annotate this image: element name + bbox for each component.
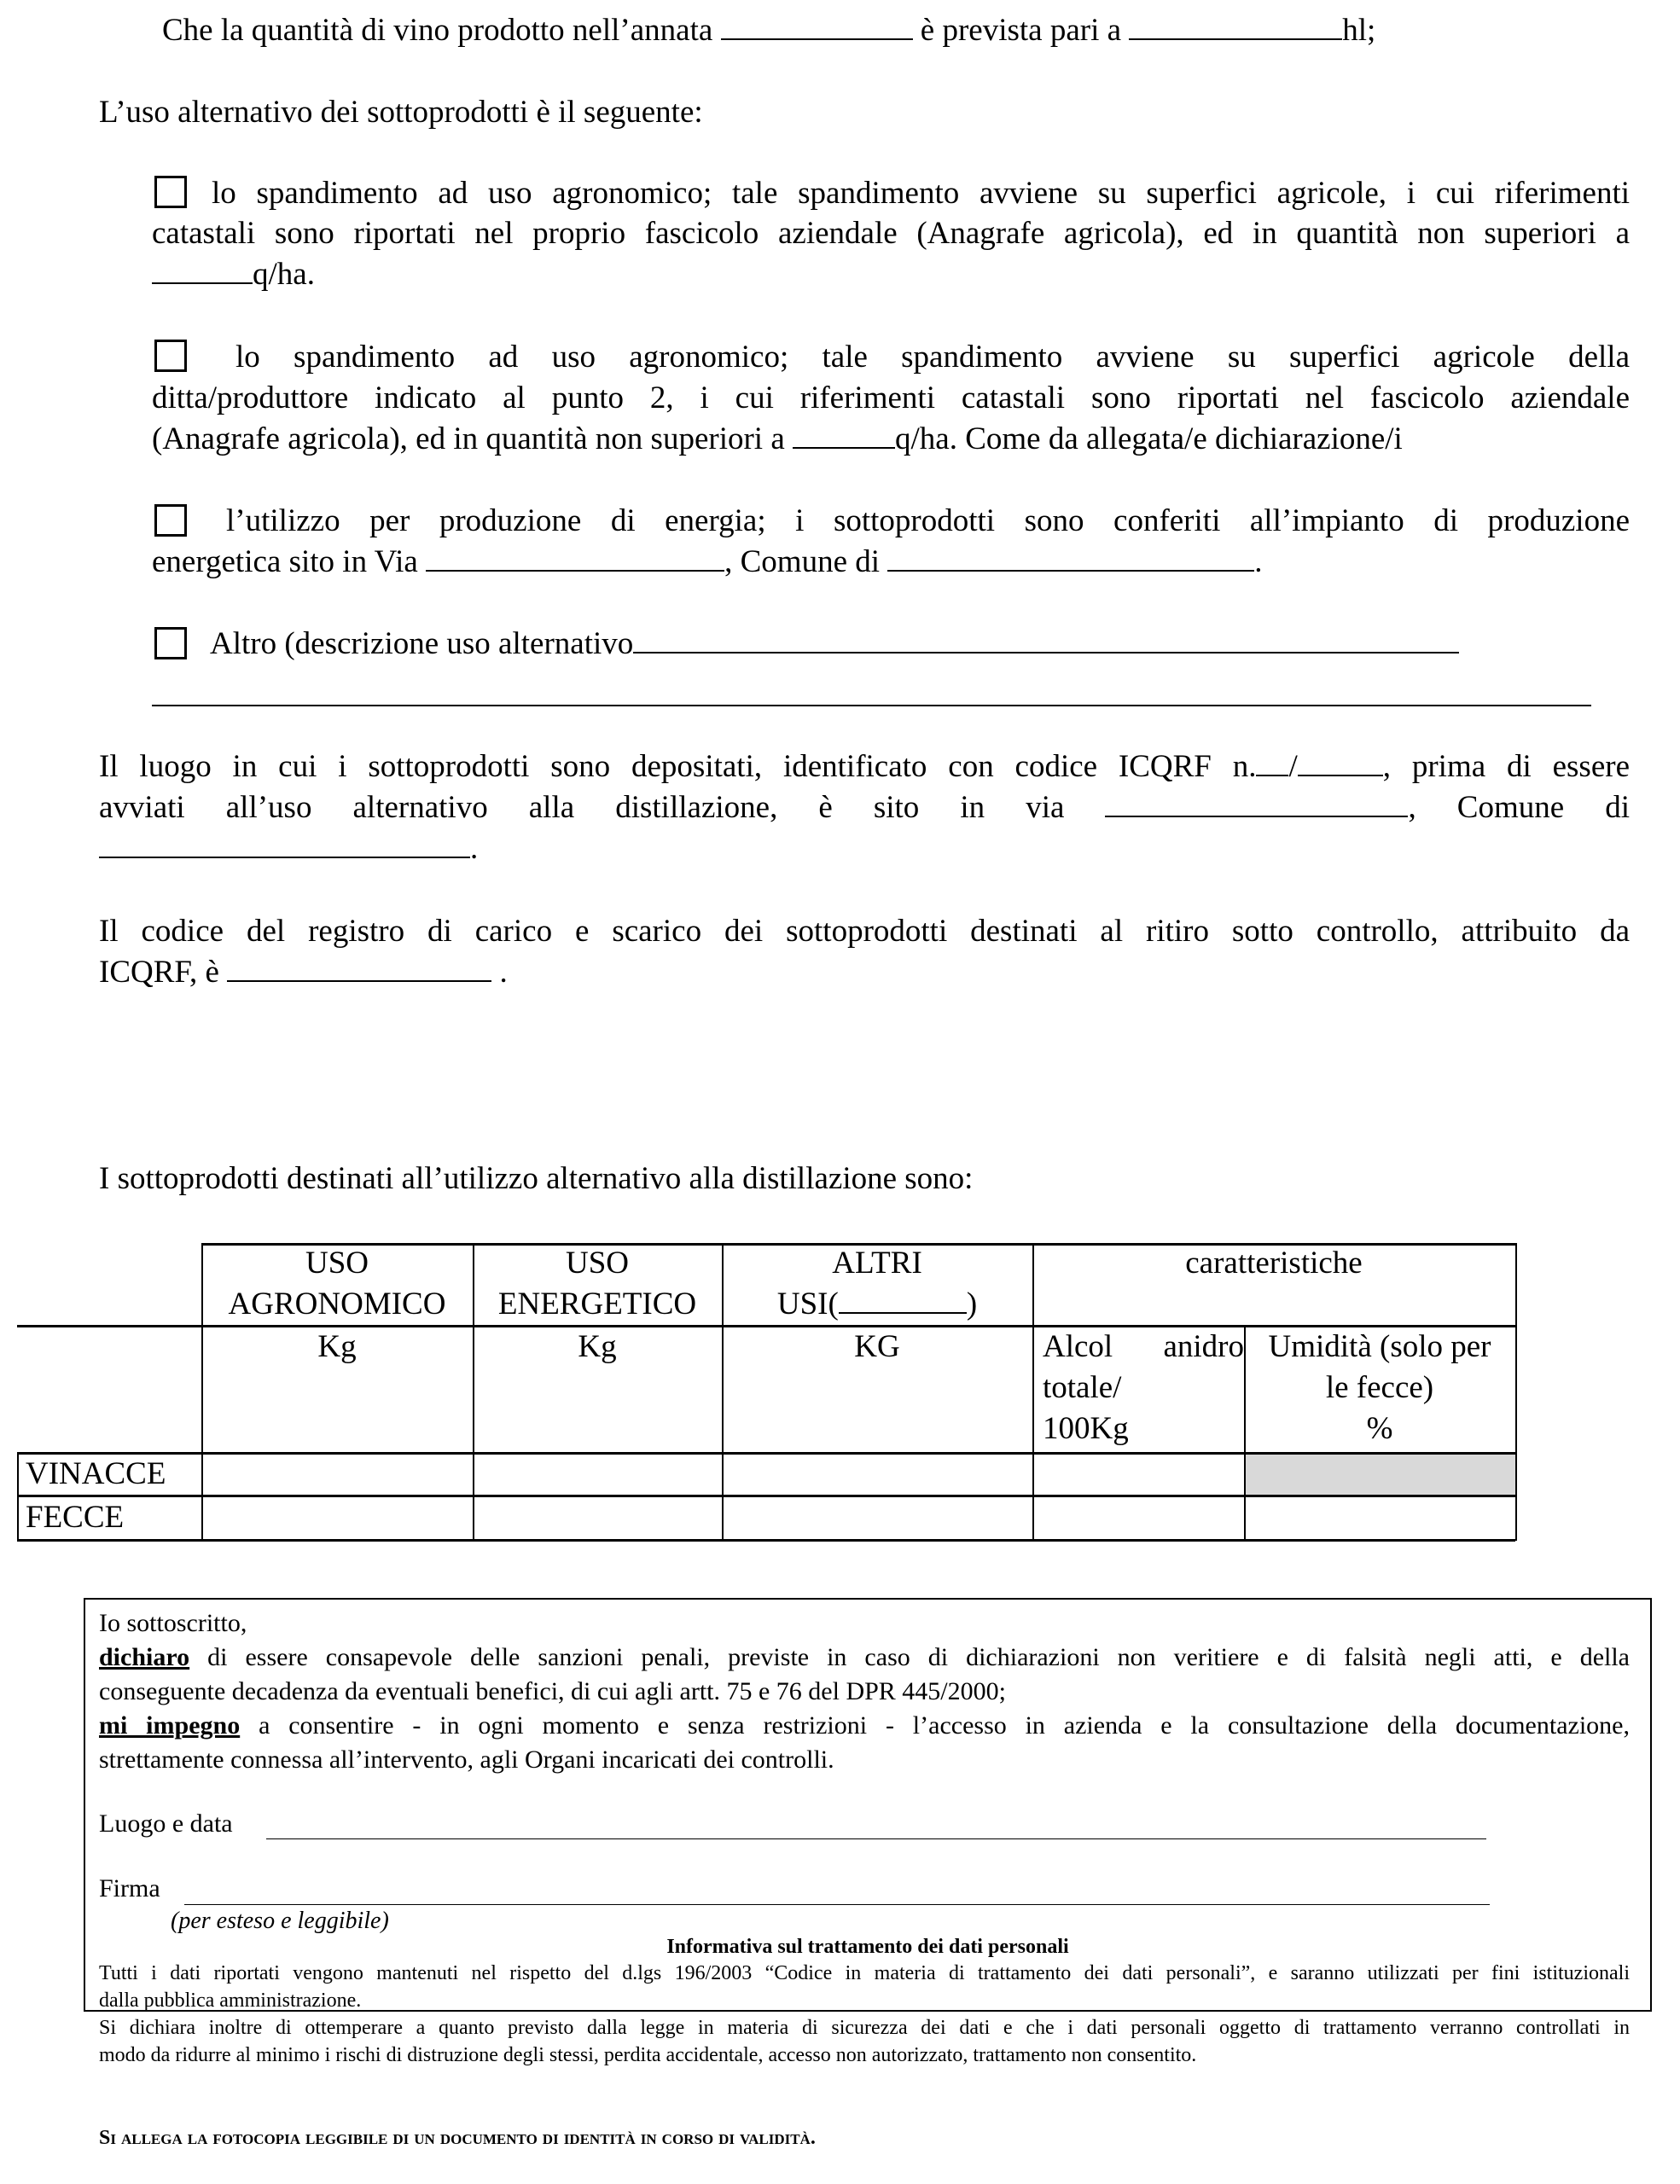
option-agronomic-own-checkbox[interactable] bbox=[154, 176, 187, 208]
option-2-line-3-suffix: q/ha. Come da allegata/e dichiarazione/i bbox=[895, 421, 1403, 456]
option-4-label: Altro (descrizione uso alternativo bbox=[210, 626, 634, 661]
register-code-field[interactable] bbox=[227, 979, 491, 982]
option-agronomic-producer-checkbox[interactable] bbox=[154, 340, 187, 372]
privacy-title: Informativa sul trattamento dei dati personali bbox=[666, 1936, 1069, 1958]
register-period: . bbox=[499, 955, 508, 990]
storage-line-2-suffix: , Comune di bbox=[1408, 790, 1630, 825]
storage-period: . bbox=[470, 831, 479, 866]
option-3-comune-label: , Comune di bbox=[724, 544, 881, 579]
unit-text: Umidità (solo per bbox=[1268, 1329, 1491, 1364]
fecce-umidita-cell[interactable] bbox=[1246, 1498, 1514, 1537]
dichiaro-text: di essere consapevole delle sanzioni penali, previste in caso di dichiarazioni non veritiere e di falsità negli atti, e della bbox=[189, 1643, 1630, 1671]
option-2-qha-field[interactable] bbox=[793, 446, 895, 449]
table-left-border bbox=[17, 1452, 19, 1541]
other-use-description-line-2[interactable] bbox=[152, 705, 1591, 706]
wine-quantity-middle: è prevista pari a bbox=[920, 13, 1122, 48]
icqrf-slash: / bbox=[1288, 749, 1298, 784]
option-1-line-3 bbox=[152, 254, 315, 295]
table-intro: I sottoprodotti destinati all’utilizzo alternativo alla distillazione sono: bbox=[99, 1161, 974, 1196]
storage-line-2-prefix: avviati all’uso alternativo alla distillazione, è sito in via bbox=[99, 790, 1065, 825]
wine-quantity-suffix: hl; bbox=[1342, 13, 1376, 48]
header-text: USO bbox=[305, 1246, 369, 1281]
fecce-agronomico-cell[interactable] bbox=[203, 1498, 471, 1537]
storage-line-1-prefix: Il luogo in cui i sottoprodotti sono depositati, identificato con codice ICQRF n. bbox=[99, 749, 1257, 784]
table-col-line bbox=[1032, 1243, 1034, 1541]
table-row-divider bbox=[17, 1495, 1515, 1497]
option-2-line-3-prefix: (Anagrafe agricola), ed in quantità non superiori a bbox=[152, 421, 785, 456]
impegno-text: a consentire - in ogni momento e senza restrizioni - l’accesso in azienda e la consultazione della documentazione, bbox=[240, 1711, 1630, 1740]
dichiaro-line-2: conseguente decadenza da eventuali benefici, di cui agli artt. 75 e 76 del DPR 445/2000; bbox=[99, 1677, 1006, 1705]
option-2-line-3 bbox=[152, 419, 1403, 460]
header-altri-usi bbox=[722, 1243, 1032, 1325]
row-label-fecce: FECCE bbox=[26, 1500, 125, 1535]
vintage-year-field[interactable] bbox=[721, 38, 913, 40]
wine-quantity-prefix: Che la quantità di vino prodotto nell’annata bbox=[162, 13, 713, 48]
privacy-line-3: Si dichiara inoltre di ottemperare a quanto previsto dalla legge in materia di sicurezza dei dati e che i dati personali oggetto di trattamento verranno controllati in bbox=[99, 2017, 1630, 2039]
row-label-vinacce: VINACCE bbox=[26, 1456, 166, 1491]
unit-text: Alcol anidro bbox=[1043, 1329, 1244, 1364]
storage-street-field[interactable] bbox=[1105, 815, 1408, 817]
table-bottom-border bbox=[17, 1539, 1515, 1542]
storage-line-3 bbox=[99, 828, 478, 869]
option-3-via-label: energetica sito in Via bbox=[152, 544, 418, 579]
icqrf-code-part-1-field[interactable] bbox=[1256, 774, 1288, 776]
vinacce-agronomico-cell[interactable] bbox=[203, 1455, 471, 1494]
option-other-checkbox[interactable] bbox=[154, 627, 187, 659]
header-uso-agronomico bbox=[201, 1243, 473, 1325]
storage-line-1-suffix: , prima di essere bbox=[1382, 749, 1630, 784]
icqrf-code-part-2-field[interactable] bbox=[1298, 774, 1383, 776]
option-energy-checkbox[interactable] bbox=[154, 504, 187, 537]
option-1-qha-field[interactable] bbox=[152, 282, 253, 284]
place-date-label: Luogo e data bbox=[99, 1809, 233, 1838]
table-right-border bbox=[1515, 1243, 1517, 1541]
storage-line-1 bbox=[99, 746, 1630, 787]
identity-document-note: Si allega la fotocopia leggibile di un documento di identità in corso di validità. bbox=[99, 2127, 816, 2149]
option-3-line-1: l’utilizzo per produzione di energia; i sottoprodotti sono conferiti all’impianto di produzione bbox=[226, 503, 1630, 538]
register-line-2-prefix: ICQRF, è bbox=[99, 955, 219, 990]
register-line-2 bbox=[99, 952, 508, 993]
alternative-use-heading: L’uso alternativo dei sottoprodotti è il seguente: bbox=[99, 95, 703, 130]
unit-alcol bbox=[1043, 1327, 1244, 1449]
option-2-line-1: lo spandimento ad uso agronomico; tale spandimento avviene su superfici agricole della bbox=[235, 340, 1630, 375]
unit-altri: KG bbox=[854, 1329, 900, 1364]
unit-text: 100Kg bbox=[1043, 1411, 1129, 1446]
dichiaro-bold: dichiaro bbox=[99, 1643, 190, 1671]
fecce-energetico-cell[interactable] bbox=[474, 1498, 720, 1537]
signature-note: (per esteso e leggibile) bbox=[171, 1908, 389, 1934]
impegno-line-1 bbox=[99, 1709, 1630, 1743]
privacy-line-4: modo da ridurre al minimo i rischi di distruzione degli stessi, perdita accidentale, accesso non autorizzato, trattamento non consentito. bbox=[99, 2044, 1197, 2066]
header-text: ENERGETICO bbox=[497, 1287, 697, 1321]
unit-agronomico: Kg bbox=[317, 1329, 357, 1364]
option-4-line-1 bbox=[210, 624, 1459, 665]
option-1-unit: q/ha. bbox=[253, 257, 315, 292]
privacy-line-1: Tutti i dati riportati vengono mantenuti nel rispetto del d.lgs 196/2003 “Codice in materia di trattamento dei dati personali”, e saranno utilizzati per fini istituzionali bbox=[99, 1962, 1630, 1984]
vinacce-umidita-shaded-cell bbox=[1244, 1454, 1515, 1495]
option-3-line-2 bbox=[152, 542, 1263, 583]
vinacce-energetico-cell[interactable] bbox=[474, 1455, 720, 1494]
unit-text: totale/ bbox=[1043, 1370, 1122, 1405]
altri-usi-field[interactable] bbox=[839, 1311, 967, 1314]
option-3-period: . bbox=[1254, 544, 1263, 579]
header-text: USI( bbox=[776, 1287, 839, 1321]
header-text: ALTRI bbox=[832, 1246, 922, 1281]
header-text: ) bbox=[966, 1287, 978, 1321]
unit-umidita bbox=[1244, 1327, 1515, 1449]
signature-label: Firma bbox=[99, 1874, 160, 1902]
option-1-line-2: catastali sono riportati nel proprio fascicolo aziendale (Anagrafe agricola), ed in quantità non superiori a bbox=[152, 216, 1630, 251]
wine-hl-field[interactable] bbox=[1129, 38, 1342, 40]
register-line-1: Il codice del registro di carico e scarico dei sottoprodotti destinati al ritiro sotto controllo, attribuito da bbox=[99, 914, 1630, 949]
header-text bbox=[722, 1284, 1032, 1325]
impegno-bold: mi impegno bbox=[99, 1711, 241, 1740]
unit-energetico: Kg bbox=[578, 1329, 617, 1364]
fecce-alcol-cell[interactable] bbox=[1034, 1498, 1242, 1537]
energy-plant-comune-field[interactable] bbox=[887, 569, 1254, 572]
option-1-line-1: lo spandimento ad uso agronomico; tale spandimento avviene su superfici agricole, i cui riferimenti bbox=[212, 176, 1630, 211]
unit-text: % bbox=[1366, 1411, 1393, 1446]
unit-text: le fecce) bbox=[1325, 1370, 1434, 1405]
option-2-line-2: ditta/produttore indicato al punto 2, i cui riferimenti catastali sono riportati nel fascicolo aziendale bbox=[152, 380, 1630, 415]
vinacce-alcol-cell[interactable] bbox=[1034, 1455, 1242, 1494]
other-use-description-field[interactable] bbox=[633, 651, 1459, 653]
header-text: USO bbox=[565, 1246, 630, 1281]
header-caratteristiche: caratteristiche bbox=[1185, 1246, 1363, 1281]
storage-line-2 bbox=[99, 787, 1630, 828]
impegno-line-2: strettamente connessa all’intervento, agli Organi incaricati dei controlli. bbox=[99, 1745, 834, 1774]
header-uso-energetico bbox=[473, 1243, 722, 1325]
fecce-altri-cell[interactable] bbox=[724, 1498, 1031, 1537]
dichiaro-line-1 bbox=[99, 1641, 1630, 1675]
vinacce-altri-cell[interactable] bbox=[724, 1455, 1031, 1494]
energy-plant-street-field[interactable] bbox=[426, 569, 724, 572]
wine-quantity-line bbox=[162, 10, 1375, 51]
privacy-line-2: dalla pubblica amministrazione. bbox=[99, 1989, 362, 2012]
storage-comune-field[interactable] bbox=[99, 856, 470, 858]
place-date-field[interactable] bbox=[266, 1838, 1486, 1839]
header-text: AGRONOMICO bbox=[228, 1287, 446, 1321]
declaration-opening: Io sottoscritto, bbox=[99, 1609, 247, 1637]
